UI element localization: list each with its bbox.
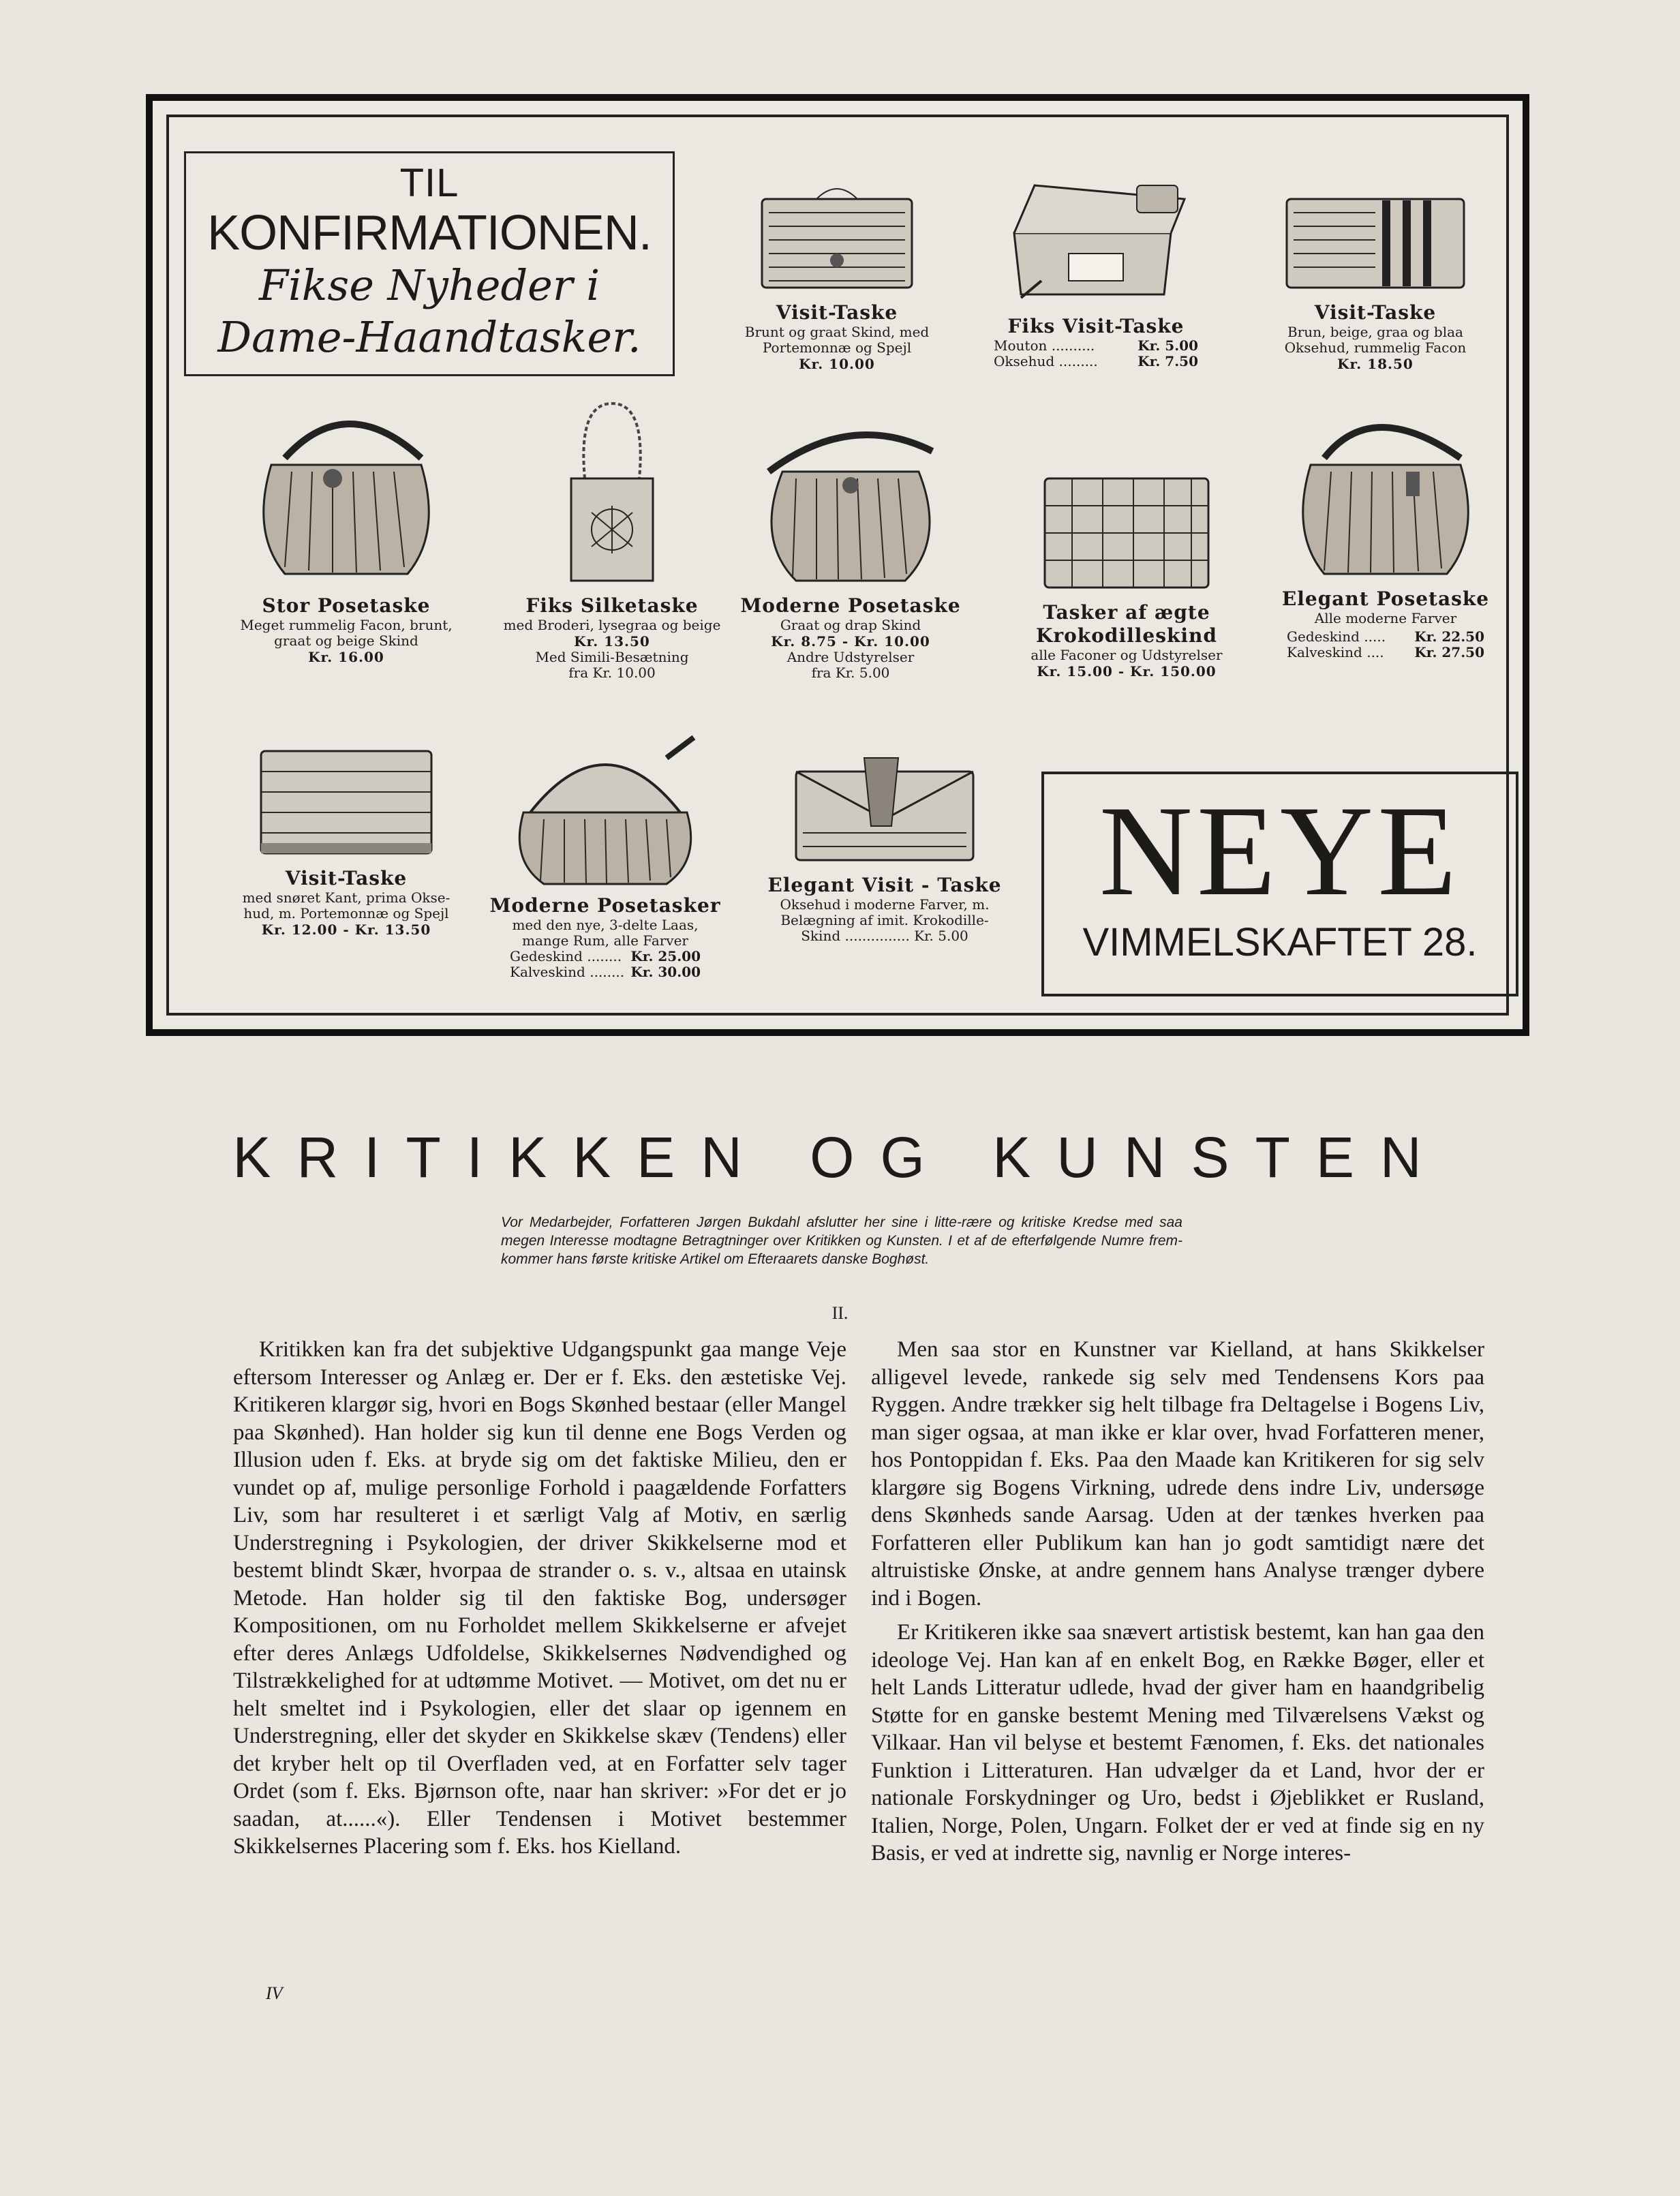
product-name: Elegant Visit - Taske <box>767 874 1002 896</box>
page-folio: IV <box>266 1983 283 2003</box>
material-label: Oksehud ......... <box>994 353 1098 369</box>
material-label: Gedeskind ..... <box>1287 628 1386 645</box>
article-intro: Vor Medarbejder, Forfatteren Jørgen Bukdahl afslutter her sine i litte-rære og kritiske Kredse med saa megen Interesse modtagne Betragtninger over Kritikken og Kunsten. I et af de efterfølgende Numre frem-kommer hans første kritiske Artikel om Efteraarets danske Boghøst. <box>501 1215 1182 1267</box>
product-desc: alle Faconer og Udstyrelser <box>1030 647 1223 663</box>
material-label: Kalveskind .... <box>1287 644 1384 660</box>
material-label: Gedeskind ........ <box>510 948 622 964</box>
open-visit-bag-illustration <box>994 179 1198 308</box>
article-title: KRITIKKEN OG KUNSTEN <box>232 1125 1448 1189</box>
section-number: II. <box>831 1303 849 1323</box>
product-desc: mange Rum, alle Farver <box>522 932 688 949</box>
product-moderne-posetaske <box>735 424 966 681</box>
product-elegant-posetaske <box>1273 410 1498 660</box>
product-moderne-posetasker <box>489 717 721 980</box>
product-fiks-silketaske <box>503 397 721 681</box>
product-desc: Andre Udstyrelser <box>786 649 915 665</box>
product-desc: Brunt og graat Skind, med <box>744 324 930 340</box>
product-price: Kr. 10.00 <box>799 356 875 372</box>
product-name: Stor Posetaske <box>262 594 431 617</box>
crocodile-bag-illustration <box>1038 472 1215 594</box>
ad-headline-line2: KONFIRMATIONEN. <box>207 206 652 260</box>
brand-address: VIMMELSKAFTET 28. <box>1082 920 1478 964</box>
product-name: Elegant Posetaske <box>1281 588 1490 610</box>
brand-box <box>1041 772 1518 996</box>
product-price-row <box>994 338 1198 354</box>
product-name: Visit-Taske <box>776 301 898 324</box>
material-price: Kr. 5.00 <box>1137 337 1198 354</box>
ad-headline-line1: TIL <box>399 161 459 205</box>
product-name: Tasker af ægte Krokodilleskind <box>1036 601 1217 647</box>
material-label: Kalveskind ........ <box>510 964 625 980</box>
product-desc: fra Kr. 10.00 <box>568 665 656 681</box>
product-desc: med Broderi, lysegraa og beige <box>503 617 721 633</box>
paragraph: Er Kritikeren ikke saa snævert artistisk bestemt, kan han gaa den ideologe Vej. Han kan af en enkelt Bog, en Række Bøger, eller et helt Lands Litteratur udlede, hvad der giver ham en haandgribelig Støtte for en ganske bestemt Mening med Tilværelsens Vækst og Vilkaar. Han vil belyse et bestemt Fænomen, f. Eks. det nationales Funktion i Litteraturen. Han udvælger da et Land, hvor der er nationale Forskydninger og Uro, bedst i Øjeblikket er Rusland, Italien, Norge, Polen, Ungarn. Folket der er ved at finde sig en ny Basis, er ved at indrette sig, navnlig er Norge interes- <box>871 1620 1484 1865</box>
material-price: Kr. 27.50 <box>1414 644 1484 660</box>
product-name: Visit-Taske <box>1314 301 1437 324</box>
product-price: Kr. 15.00 - Kr. 150.00 <box>1037 663 1217 680</box>
product-desc: Oksehud, rummelig Facon <box>1284 339 1467 356</box>
ad-headline-line4: Dame-Haandtasker. <box>217 312 641 362</box>
product-krokodilleskind <box>1004 472 1249 680</box>
product-fiks-visit-taske <box>973 179 1219 369</box>
product-desc: Portemonnæ og Spejl <box>762 339 912 356</box>
paragraph: Men saa stor en Kunstner var Kielland, at hans Skikkelser alligevel levede, rankede sig selv med Tendensens Kors paa Ryggen. Andre trækker sig helt tilbage fra Deltagelse i Bogens Liv, man siger ogsaa, at man ikke er klar over, hvad Forfatteren mener, hos Pontoppidan f. Eks. Paa den Maade kan Kritikeren for sig selv klargøre sig Bogens Virkning, udrede dens indre Liv, undersøge dens Skønheds sande Aarsag. Uden at der tænkes hverken paa Forfatteren eller Publikum kan han jo godt samtidigt nære det altruistiske Ønske, at andre gennem hans Analyse trænger dybere ind i Bogen. <box>871 1337 1484 1611</box>
visit-bag-illustration <box>755 179 919 294</box>
product-visit-taske-1 <box>728 179 946 372</box>
article-column-right <box>871 1336 1484 1874</box>
product-desc: Belægning af imit. Krokodille- <box>780 912 989 928</box>
visit-bag-illustration <box>254 744 438 860</box>
product-desc: Graat og drap Skind <box>780 617 921 633</box>
product-desc: med snøret Kant, prima Okse- <box>242 889 450 906</box>
product-visit-taske-3 <box>224 744 469 938</box>
product-price: Kr. 18.50 <box>1337 356 1414 372</box>
pouch-bag-illustration <box>244 403 448 588</box>
striped-visit-bag-illustration <box>1280 192 1471 294</box>
product-price-row <box>994 354 1198 369</box>
three-part-bag-illustration <box>503 717 707 887</box>
advertisement-inner-frame <box>166 115 1509 1016</box>
product-stor-posetaske <box>224 403 469 665</box>
product-price: Kr. 16.00 <box>308 649 384 665</box>
product-desc: fra Kr. 5.00 <box>811 665 890 681</box>
product-desc: Skind ............... Kr. 5.00 <box>801 928 968 944</box>
product-price-row <box>510 964 701 980</box>
paragraph: Kritikken kan fra det subjektive Udgangspunkt gaa mange Veje eftersom Interesser og Anlæg er. Der er f. Eks. den æstetiske Vej. Kritikeren klargør sig, hvori en Bogs Skønhed bestaar (eller Mangel paa Skønhed). Han holder sig kun til denne ene Bogs Verden og Illusion uden f. Eks. at bryde sig om det faktiske Milieu, den er vundet op af, mulige personlige Forhold i paagældende Forfatters Liv, som har resulteret i et særligt Valg af Motiv, en særlig Understregning i Psykologien, der driver Skikkelserne mod et bestemt blindt Skær, hvorpaa de strander o. s. v., altsaa en utainsk Metode. Han holder sig til den faktiske Bog, undersøger Kompositionen, om nu Forholdet mellem Skikkelserne er afvejet efter deres Anlægs Udfoldelse, Skikkelsernes Nødvendighed og Tilstrækkelighed for at udtømme Motivet. — Motivet, om det nu er helt smeltet ind i Psykologien, eller det slaar op igennem en Understregning, eller det skyder en Skikkelse skæv (Tendens) eller det kryber helt op til Overfladen ved, at en Forfatter selv tager Ordet (som f. Eks. Bjørnson ofte, naar han skriver: »For det er jo saadan, at......«). Eller Tendensen i Motivet bestemmer Skikkelsernes Placering som f. Eks. hos Kielland. <box>233 1337 846 1859</box>
product-price: Kr. 13.50 <box>574 633 650 650</box>
product-desc: Brun, beige, graa og blaa <box>1287 324 1463 340</box>
material-price: Kr. 22.50 <box>1414 628 1484 645</box>
envelope-bag-illustration <box>789 751 980 867</box>
material-label: Mouton .......... <box>994 337 1095 354</box>
product-price-row <box>1287 629 1484 645</box>
material-price: Kr. 30.00 <box>630 964 701 980</box>
product-desc: graat og beige Skind <box>274 632 418 649</box>
product-desc: hud, m. Portemonnæ og Spejl <box>243 905 449 921</box>
product-desc: Alle moderne Farver <box>1314 610 1457 626</box>
ad-headline-box <box>184 151 675 376</box>
ad-headline-line3: Fikse Nyheder i <box>258 260 600 310</box>
product-name: Moderne Posetaske <box>740 594 961 617</box>
advertisement <box>146 94 1529 1036</box>
pouch-bag-illustration <box>1290 410 1481 581</box>
product-desc: Oksehud i moderne Farver, m. <box>780 896 990 913</box>
product-visit-taske-2 <box>1246 192 1505 372</box>
product-price: Kr. 12.00 - Kr. 13.50 <box>261 921 431 938</box>
silk-bag-illustration <box>551 397 673 588</box>
product-name: Moderne Posetasker <box>489 894 721 917</box>
pouch-bag-illustration <box>755 424 946 588</box>
product-price-row <box>510 949 701 964</box>
product-name: Visit-Taske <box>285 867 408 889</box>
product-desc: med den nye, 3-delte Laas, <box>512 917 699 933</box>
article-column-left <box>233 1336 846 1867</box>
product-price: Kr. 8.75 - Kr. 10.00 <box>771 633 930 650</box>
product-desc: Med Simili-Besætning <box>535 649 689 665</box>
product-name: Fiks Silketaske <box>525 594 699 617</box>
product-name: Fiks Visit-Taske <box>1007 315 1185 337</box>
brand-name: NEYE <box>1099 780 1461 923</box>
product-desc: Meget rummelig Facon, brunt, <box>240 617 453 633</box>
material-price: Kr. 7.50 <box>1137 353 1198 369</box>
product-elegant-visit-taske <box>762 751 1007 944</box>
product-price-row <box>1287 645 1484 660</box>
material-price: Kr. 25.00 <box>630 948 701 964</box>
